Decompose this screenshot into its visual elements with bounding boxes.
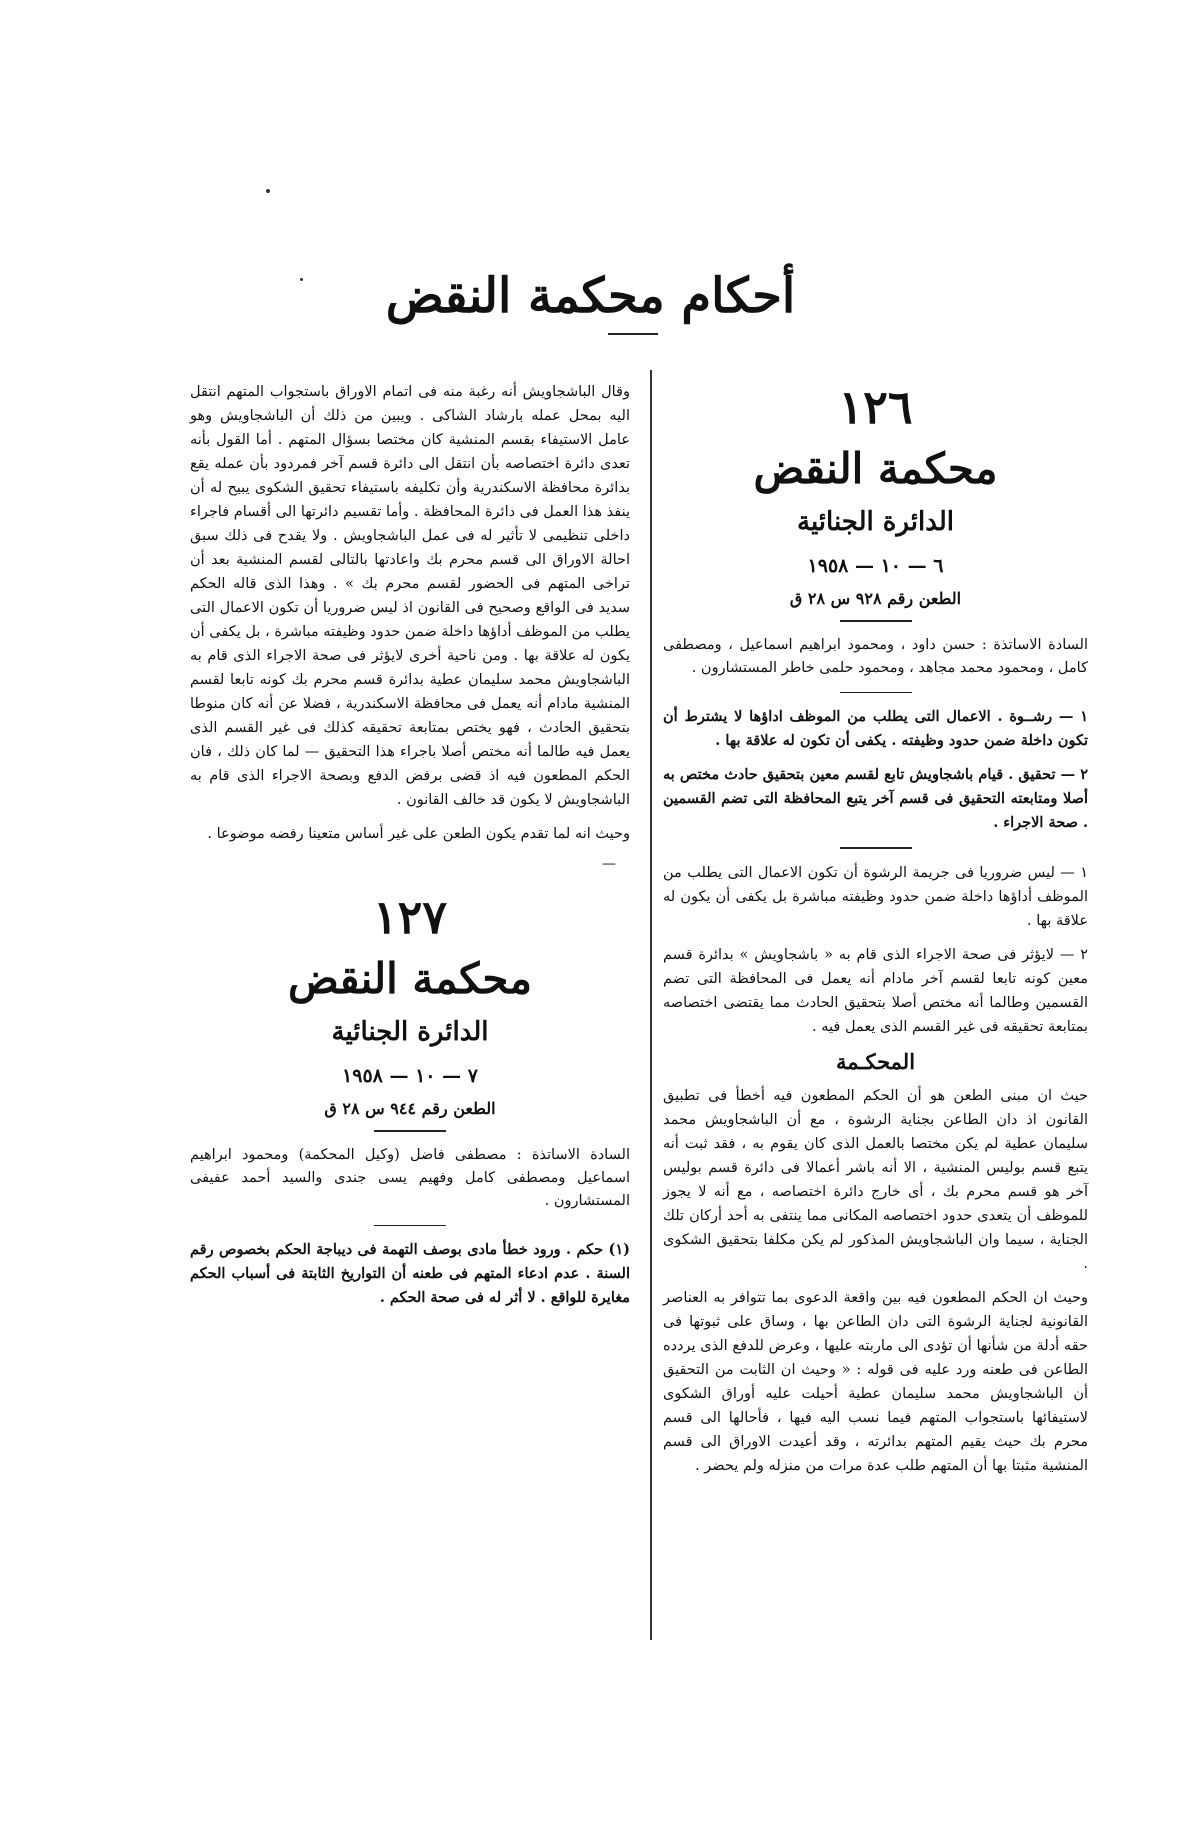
section-rule (374, 1130, 446, 1132)
running-head: أحكام محكمة النقض (385, 268, 796, 324)
case-date: ٧ — ١٠ — ١٩٥٨ (342, 1065, 478, 1087)
scan-speck (300, 278, 303, 281)
scan-speck (266, 189, 270, 193)
court-paragraph: حيث ان مبنى الطعن هو أن الحكم المطعون فيه أخطأ فى تطبيق القانون اذ دان الطاعن بجناية الرشوة ، مع أن الباشجاويش محمد سليمان عطية لم يكن مختصا بالعمل الذى كان يقوم به ، فقد ثبت أنه يتبع قسم بوليس المنشية ، الا أنه باشر أعمالا فى دائرة قسم بوليس آخر هو قسم محرم بك ، أى خارج دائرة اختصاصه ، مع أنه لا يجوز للموظف أن يتعدى حدود اختصاصه المكانى مما ينتفى به أحد أركان تلك الجناية ، سيما وان الباشجاويش المذكور لم يكن مكلفا بتحقيق الشكوى . (663, 1087, 1088, 1272)
appeal-number: الطعن رقم ٩٢٨ س ٢٨ ق (789, 589, 962, 608)
conclusion-paragraph: وحيث انه لما تقدم يكون الطعن على غير أساس متعينا رفضه موضوعا . (207, 826, 630, 842)
case-number: ١٢٧ (372, 890, 448, 944)
section-rule (840, 847, 912, 849)
legal-principle: ٢ — لايؤثر فى صحة الاجراء الذى قام به « باشجاويش » بدائرة قسم معين كونه تابعا لقسم آخر مادام أنه يعمل فى المحافظة التى تضم القسمين وطالما أنه مختص أصلا بتحقيق الحادث مما يقتضى اختصاصه بمتابعة تحقيقه فى غير القسم الذى يعمل فيه . (663, 946, 1088, 1035)
column-divider (650, 370, 652, 1640)
case-126-column (663, 380, 1088, 1488)
court-name: محكمة النقض (753, 444, 998, 493)
judges-panel: السادة الاساتذة : حسن داود ، ومحمود ابراهيم اسماعيل ، ومصطفى كامل ، ومحمود محمد مجاهد ، ومحمود حلمى خاطر المستشارون . (663, 636, 1088, 676)
appeal-number: الطعن رقم ٩٤٤ س ٢٨ ق (324, 1099, 496, 1118)
judges-panel: السادة الاساتذة : مصطفى فاضل (وكيل المحكمة) ومحمود ابراهيم اسماعيل ومصطفى كامل وفهيم يسى جندى والسيد أحمد عفيفى المستشارون . (190, 1146, 630, 1209)
head-rule (608, 333, 658, 335)
circuit-name: الدائرة الجنائية (331, 1017, 489, 1047)
headnote: ٢ — تحقيق . قيام باشجاويش تابع لقسم معين بتحقيق حادث مختص به أصلا ومتابعته التحقيق فى قسم آخر يتبع المحافظة التى تضم القسمين . صحة الاجراء . (663, 766, 1088, 831)
legal-principle: ١ — ليس ضروريا فى جريمة الرشوة أن تكون الاعمال التى يطلب من الموظف أداؤها داخلة ضمن حدود وظيفته مباشرة بل يكفى أن يكون له علاقة بها . (663, 864, 1088, 929)
left-column (190, 380, 630, 1320)
headnote: (١) حكم . ورود خطأ مادى بوصف التهمة فى ديباجة الحكم بخصوص رقم السنة . عدم ادعاء المتهم فى طعنه أن التواريخ الثابتة فى أسباب الحكم مغايرة للواقع . لا أثر له فى صحة الحكم . (190, 1241, 630, 1306)
section-rule (840, 692, 912, 694)
end-mark: — (602, 856, 616, 872)
section-rule (374, 1225, 446, 1227)
court-paragraph: وحيث ان الحكم المطعون فيه بين واقعة الدعوى بما تتوافر به العناصر القانونية لجناية الرشوة التى دان الطاعن بها ، وساق على ثبوتها فى حقه أدلة من شأنها أن تؤدى الى ماربته عليها ، وعرض للدفع الذى يردده الطاعن فى طعنه ورد عليه فى قوله : « وحيث ان الثابت من التحقيق أن الباشجاويش محمد سليمان عطية أحيلت عليه أوراق الشكوى لاستيفائها باستجواب المتهم فيما نسب اليه فيها ، فأحالها الى قسم محرم بك حيث يقيم المتهم بدائرته ، وقد أعيدت الاوراق الى قسم المنشية مثبتا بها أن المتهم طلب عدة مرات من منزله ولم يحضر . (663, 1289, 1088, 1474)
circuit-name: الدائرة الجنائية (797, 507, 954, 537)
headnote: ١ — رشــوة . الاعمال التى يطلب من الموظف اداؤها لا يشترط أن تكون داخلة ضمن حدود وظيفته . يكفى أن تكون له علاقة بها . (663, 708, 1088, 749)
continuation-paragraph: وقال الباشجاويش أنه رغبة منه فى اتمام الاوراق باستجواب المتهم انتقل اليه بمحل عمله بارشاد الشاكى . ويبين من ذلك أن الباشجاويش وهو عامل الاستيفاء بقسم المنشية كان مختصا بسؤال المتهم . أما القول بأنه تعدى دائرة اختصاصه بأن انتقل الى دائرة قسم آخر فمردود بأن عمله يقع بدائرة محافظة الاسكندرية وأن تكليفه باستيفاء تحقيق الشكوى يبيح له أن ينفذ هذا العمل فى دائرة المحافظة . وأما تقسيم دائرتها الى أقسام فاجراء داخلى تنظيمى لا تأثير له فى عمل الباشجاويش . ولا يقدح فى ذلك سبق احالة الاوراق الى قسم محرم بك واعادتها بالتالى لقسم المنشية بعد أن تراخى المتهم فى الحضور لقسم محرم بك » . وهذا الذى قاله الحكم سديد فى الواقع وصحيح فى القانون اذ ليس ضروريا أن تكون الاعمال التى يطلب من الموظف أداؤها داخلة ضمن حدود وظيفته مباشرة ، بل يكفى أن يكون له علاقة بها . ومن ناحية أخرى لايؤثر فى صحة الاجراء الذى قام به الباشجاويش محمد سليمان عطية بدائرة قسم محرم بك كونه تابعا لقسم المنشية مادام أنه يعمل فى محافظة الاسكندرية ، فضلا عن أنه كان منوطا بتحقيق الحادث ، فهو يختص بمتابعة تحقيقه كذلك فى غير القسم الذى يعمل فيه طالما أنه مختص أصلا باجراء هذا التحقيق — لما كان ذلك ، فان الحكم المطعون فيه اذ قضى برفض الدفع وبصحة الاجراء الذى قام به الباشجاويش لا يكون قد خالف القانون . (190, 384, 630, 808)
section-rule (840, 620, 912, 622)
court-name: محكمة النقض (287, 954, 533, 1003)
case-number: ١٢٦ (838, 380, 913, 434)
case-date: ٦ — ١٠ — ١٩٥٨ (807, 555, 944, 577)
section-title: المحكـمة (835, 1048, 916, 1074)
